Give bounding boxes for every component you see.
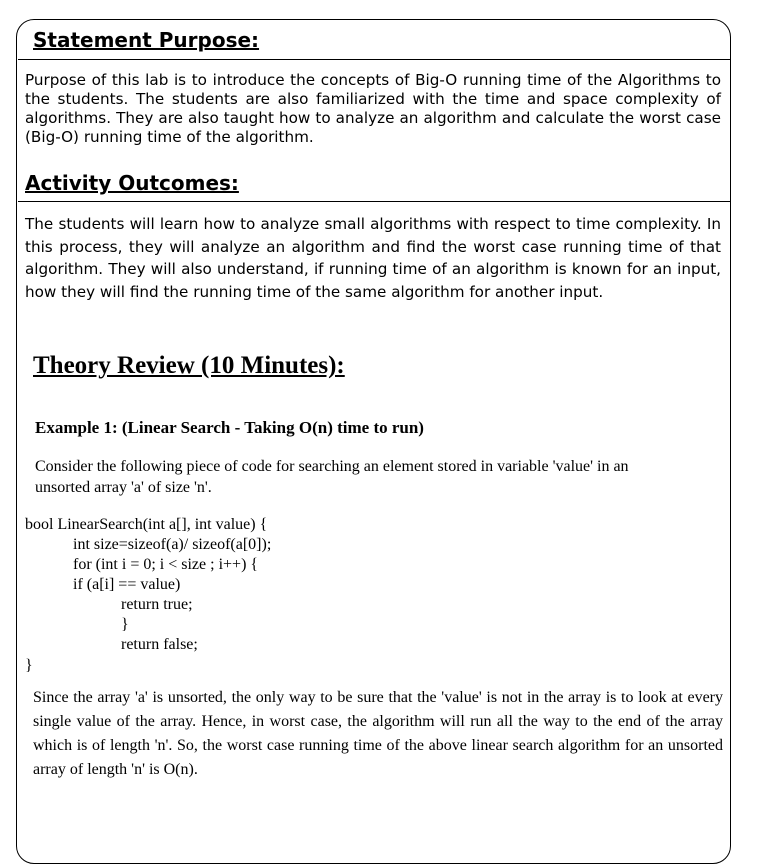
code-line: int size=sizeof(a)/ sizeof(a[0]);: [73, 536, 272, 553]
activity-outcomes-heading: Activity Outcomes:: [25, 171, 239, 195]
code-line: }: [121, 616, 129, 633]
example-intro-text: Consider the following piece of code for searching an element stored in variable 'value' in an unsorted array 'a' of size 'n'.: [35, 458, 629, 496]
activity-outcomes-divider: [18, 201, 730, 202]
code-line: bool LinearSearch(int a[], int value) {: [25, 516, 268, 533]
code-line: return false;: [121, 636, 198, 653]
activity-outcomes-text: The students will learn how to analyze small algorithms with respect to time complexity. In this process, they will analyze an algorithm and find the worst case running time of that algorithm. They will also understand, if running time of an algorithm is known for an input, how they will find the running time of the same algorithm for another input.: [25, 215, 721, 301]
example-explanation-text: Since the array 'a' is unsorted, the only way to be sure that the 'value' is not in the array is to look at every single value of the array. Hence, in worst case, the algorithm will run all the way to the end of the array which is of length 'n'. So, the worst case running time of the above linear search algorithm for an unsorted array of length 'n' is O(n).: [33, 689, 723, 778]
code-line: for (int i = 0; i < size ; i++) {: [73, 556, 259, 573]
statement-purpose-heading: Statement Purpose:: [33, 28, 260, 52]
statement-purpose-divider: [18, 59, 730, 60]
theory-review-heading: Theory Review (10 Minutes):: [33, 352, 345, 379]
statement-purpose-text: Purpose of this lab is to introduce the concepts of Big-O running time of the Algorithms to the students. The students are also familiarized with the time and space complexity of algorithms. They are also taught how to analyze an algorithm and calculate the worst case (Big-O) running time of the algorithm.: [25, 71, 721, 146]
code-line: }: [25, 657, 33, 674]
example-title: Example 1: (Linear Search - Taking O(n) time to run): [35, 418, 424, 437]
code-line: if (a[i] == value): [73, 576, 181, 593]
code-line: return true;: [121, 596, 193, 613]
